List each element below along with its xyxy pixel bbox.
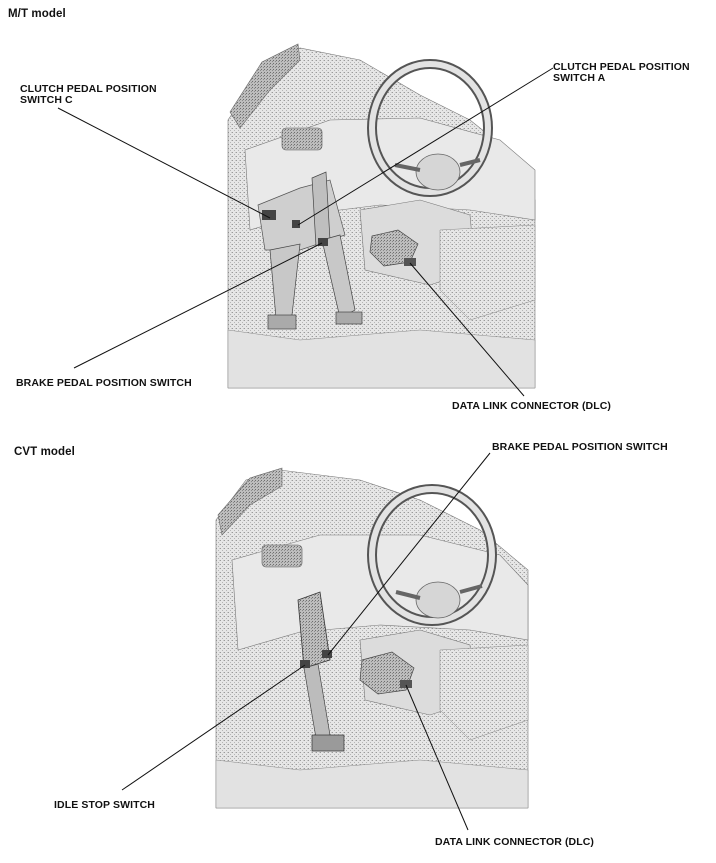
cvt-dashboard-illustration [216, 468, 528, 808]
label-clutch-switch-a-line2: SWITCH A [553, 72, 606, 84]
label-cvt-brake-switch: BRAKE PEDAL POSITION SWITCH [492, 441, 668, 453]
label-clutch-switch-c-line2: SWITCH C [20, 94, 73, 106]
cvt-model-title: CVT model [14, 446, 75, 458]
label-mt-brake-switch: BRAKE PEDAL POSITION SWITCH [16, 377, 192, 389]
label-mt-dlc: DATA LINK CONNECTOR (DLC) [452, 400, 612, 412]
label-clutch-switch-a [553, 62, 690, 84]
label-idle-stop-switch: IDLE STOP SWITCH [54, 799, 155, 811]
label-cvt-dlc: DATA LINK CONNECTOR (DLC) [435, 836, 595, 848]
label-clutch-switch-c-line1: CLUTCH PEDAL POSITION [20, 83, 157, 95]
label-clutch-switch-a-line1: CLUTCH PEDAL POSITION [553, 61, 690, 73]
mt-dashboard-illustration [228, 44, 535, 388]
mt-model-title: M/T model [8, 8, 66, 20]
label-clutch-switch-c [20, 84, 157, 106]
